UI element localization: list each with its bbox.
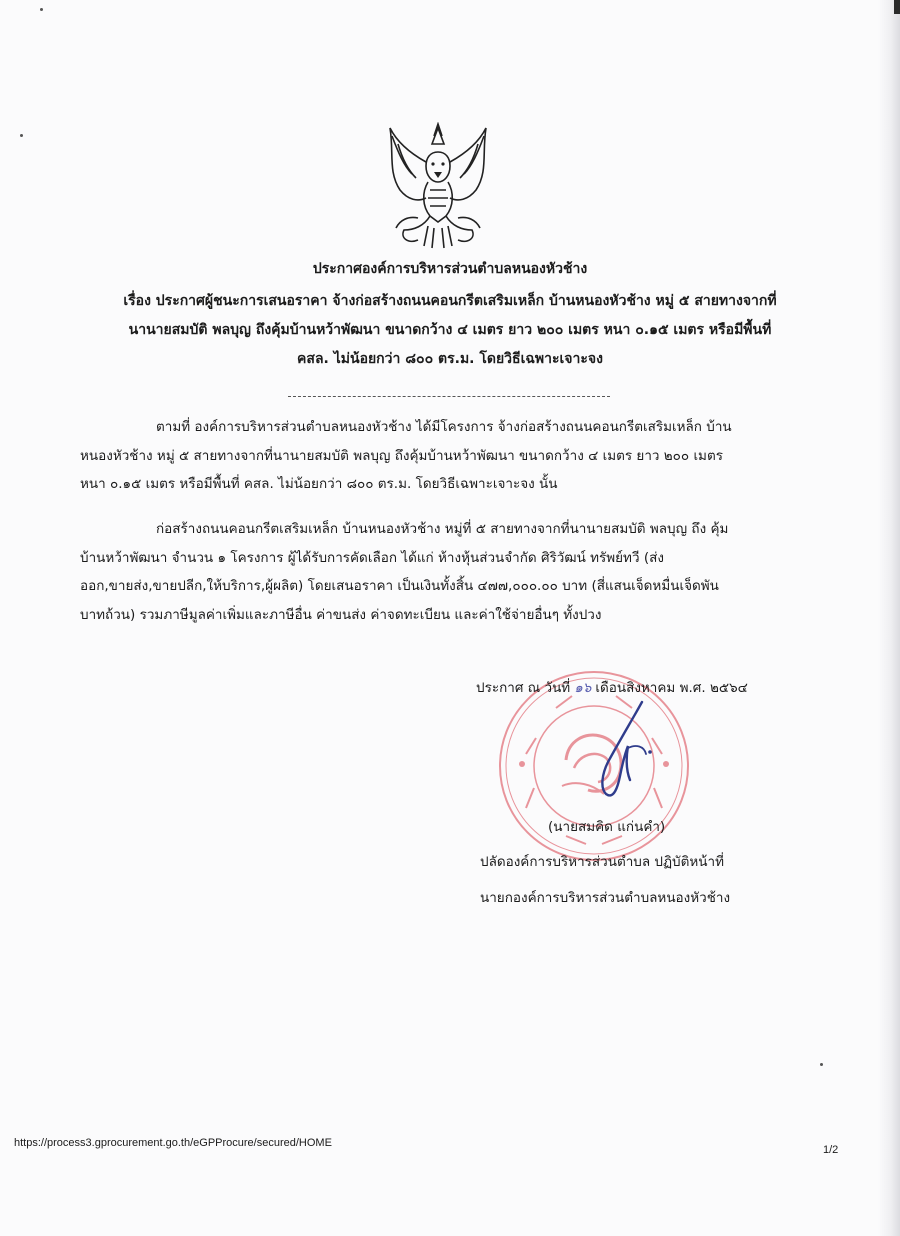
signer-position: ปลัดองค์การบริหารส่วนตำบล ปฏิบัติหน้าที่ — [480, 854, 725, 870]
scan-corner-mark — [894, 0, 900, 14]
handwritten-signature — [584, 696, 664, 800]
paragraph-line: ออก,ขายส่ง,ขายปลีก,ให้บริการ,ผู้ผลิต) โดยเสนอราคา เป็นเงินทั้งสิ้น ๔๗๗,๐๐๐.๐๐ บาท (สี่แสนเจ็ดหมื่นเจ็ดพัน — [80, 578, 719, 595]
announcement-date — [476, 676, 748, 698]
dashed-divider — [288, 396, 610, 397]
signer-name: (นายสมคิด แก่นคำ) — [548, 819, 666, 835]
paragraph-line: ตามที่ องค์การบริหารส่วนตำบลหนองหัวช้าง ได้มีโครงการ จ้างก่อสร้างถนนคอนกรีตเสริมเหล็ก บ้าน — [156, 419, 732, 435]
announce-suffix: เดือนสิงหาคม พ.ศ. ๒๕๖๔ — [595, 680, 748, 696]
paragraph-line: บาทถ้วน) รวมภาษีมูลค่าเพิ่มและภาษีอื่น ค่าขนส่ง ค่าจดทะเบียน และค่าใช้จ่ายอื่นๆ ทั้งปวง — [80, 607, 602, 624]
subject-line: เรื่อง ประกาศผู้ชนะการเสนอราคา จ้างก่อสร้างถนนคอนกรีตเสริมเหล็ก บ้านหนองหัวช้าง หมู่ ๕ สายทางจากที่ — [123, 293, 777, 309]
paragraph-line: บ้านหว้าพัฒนา จำนวน ๑ โครงการ ผู้ได้รับการคัดเลือก ได้แก่ ห้างหุ้นส่วนจำกัด ศิริวัฒน์ ทรัพย์ทวี (ส่ง — [80, 549, 664, 566]
footer-url: https://process3.gprocurement.go.th/eGPProcure/secured/HOME — [14, 1137, 332, 1149]
scan-speck — [820, 1063, 823, 1066]
garuda-emblem-icon — [378, 122, 498, 250]
scan-speck — [20, 134, 23, 137]
subject-line: คสล. ไม่น้อยกว่า ๘๐๐ ตร.ม. โดยวิธีเฉพาะเจาะจง — [297, 351, 603, 367]
document-title: ประกาศองค์การบริหารส่วนตำบลหนองหัวช้าง — [312, 261, 588, 277]
document-subject — [70, 287, 830, 374]
body-paragraph-1 — [80, 413, 815, 499]
scan-speck — [40, 8, 43, 11]
signer-position: นายกองค์การบริหารส่วนตำบลหนองหัวช้าง — [480, 890, 731, 906]
paragraph-line: หนา ๐.๑๕ เมตร หรือมีพื้นที่ คสล. ไม่น้อยกว่า ๘๐๐ ตร.ม. โดยวิธีเฉพาะเจาะจง นั้น — [80, 476, 558, 493]
paragraph-line: หนองหัวช้าง หมู่ ๕ สายทางจากที่นานายสมบัติ พลบุญ ถึงคุ้มบ้านหว้าพัฒนา ขนาดกว้าง ๔ เมตร ยาว ๒๐๐ เมตร — [80, 447, 723, 464]
body-paragraph-2 — [80, 515, 815, 630]
page-number: 1/2 — [823, 1144, 839, 1156]
announce-day-handwritten: ๑๖ — [574, 680, 592, 696]
scan-page-edge — [878, 0, 900, 1236]
announce-prefix: ประกาศ ณ วันที่ — [476, 680, 571, 696]
paragraph-line: ก่อสร้างถนนคอนกรีตเสริมเหล็ก บ้านหนองหัวช้าง หมู่ที่ ๕ สายทางจากที่นานายสมบัติ พลบุญ ถึง คุ้ม — [156, 521, 729, 537]
subject-line: นานายสมบัติ พลบุญ ถึงคุ้มบ้านหว้าพัฒนา ขนาดกว้าง ๔ เมตร ยาว ๒๐๐ เมตร หนา ๐.๑๕ เมตร หรือมีพื้นที่ — [128, 322, 772, 338]
